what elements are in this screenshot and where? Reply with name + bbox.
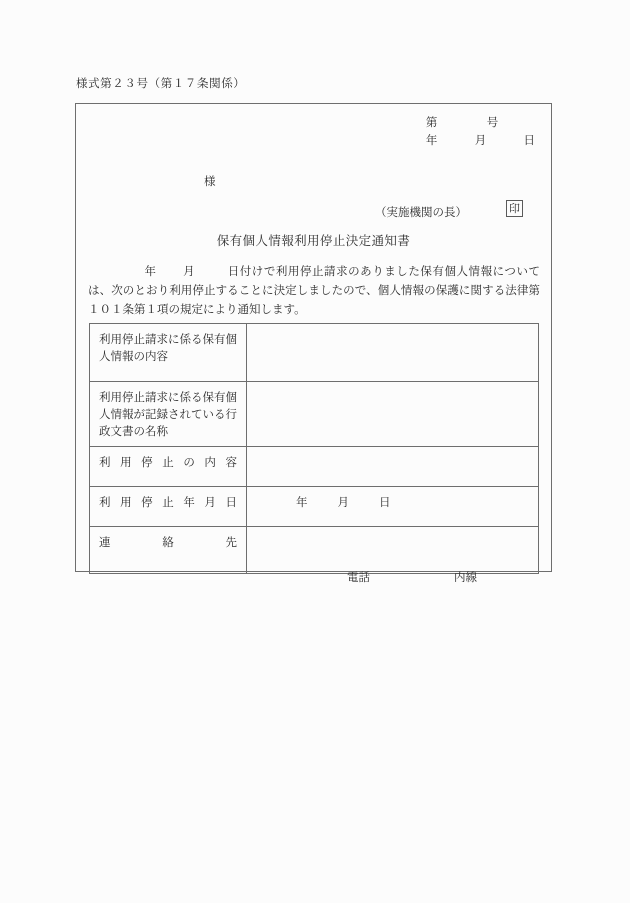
table-row <box>90 324 539 382</box>
document-number-prefix: 第 <box>425 115 438 129</box>
label-text: 利用停止年月日 <box>99 495 237 509</box>
row-value-suspension-content[interactable] <box>247 447 539 487</box>
information-table <box>89 323 539 584</box>
table-row <box>90 382 539 447</box>
body-line-2: のとおり利用停止することに決定しましたので、個人情報の保護に関する法律第１０１ <box>88 283 541 316</box>
document-meta-block <box>426 113 535 149</box>
issue-date-year: 年 <box>425 133 438 147</box>
row-value-suspension-date[interactable] <box>247 487 539 527</box>
suspension-date-day: 日 <box>379 495 391 509</box>
document-number-suffix: 号 <box>486 115 499 129</box>
body-date-year: 年 <box>144 264 157 278</box>
table-row <box>90 447 539 487</box>
row-label-holding-info-content <box>90 324 247 382</box>
label-text: 利用停止の内容 <box>99 455 237 469</box>
addressee-suffix: 様 <box>204 174 216 188</box>
label-text: 連絡先 <box>99 535 237 549</box>
suspension-date-year: 年 <box>296 495 308 509</box>
suspension-date-month: 月 <box>337 495 349 509</box>
row-label-document-name <box>90 382 247 447</box>
document-frame <box>75 103 552 584</box>
issue-date-month: 月 <box>474 133 487 147</box>
row-label-suspension-content <box>90 447 247 487</box>
table-row <box>90 527 539 574</box>
label-text: 利用停止請求に係る保有個人情報が記録されている行政文書の名称 <box>99 390 237 438</box>
row-label-contact <box>90 527 247 574</box>
issuer-label: （実施機関の長） <box>375 205 467 219</box>
row-value-document-name[interactable] <box>247 382 539 447</box>
body-line-3: 条第１項の規定により通知します。 <box>122 302 306 316</box>
row-value-holding-info-content[interactable] <box>247 324 539 382</box>
document-number-line <box>426 113 535 131</box>
row-value-contact[interactable] <box>247 527 539 584</box>
document-title: 保有個人情報利用停止決定通知書 <box>216 233 411 248</box>
issue-date-day: 日 <box>523 133 535 147</box>
label-text: 利用停止請求に係る保有個人情報の内容 <box>99 332 237 363</box>
body-paragraph <box>88 262 540 319</box>
table-row <box>90 487 539 527</box>
row-label-suspension-date <box>90 487 247 527</box>
contact-telephone-label: 電話 <box>347 570 370 584</box>
seal-box: 印 <box>506 200 523 217</box>
issue-date-line <box>426 131 535 149</box>
contact-extension-label: 内線 <box>454 570 477 584</box>
body-date-month: 月 <box>182 264 196 278</box>
suspension-date-fields <box>256 494 529 511</box>
body-line-1: 日付けで利用停止請求のありました保有個人情報については、次 <box>88 264 541 297</box>
form-number: 様式第２３号（第１７条関係） <box>76 76 246 90</box>
